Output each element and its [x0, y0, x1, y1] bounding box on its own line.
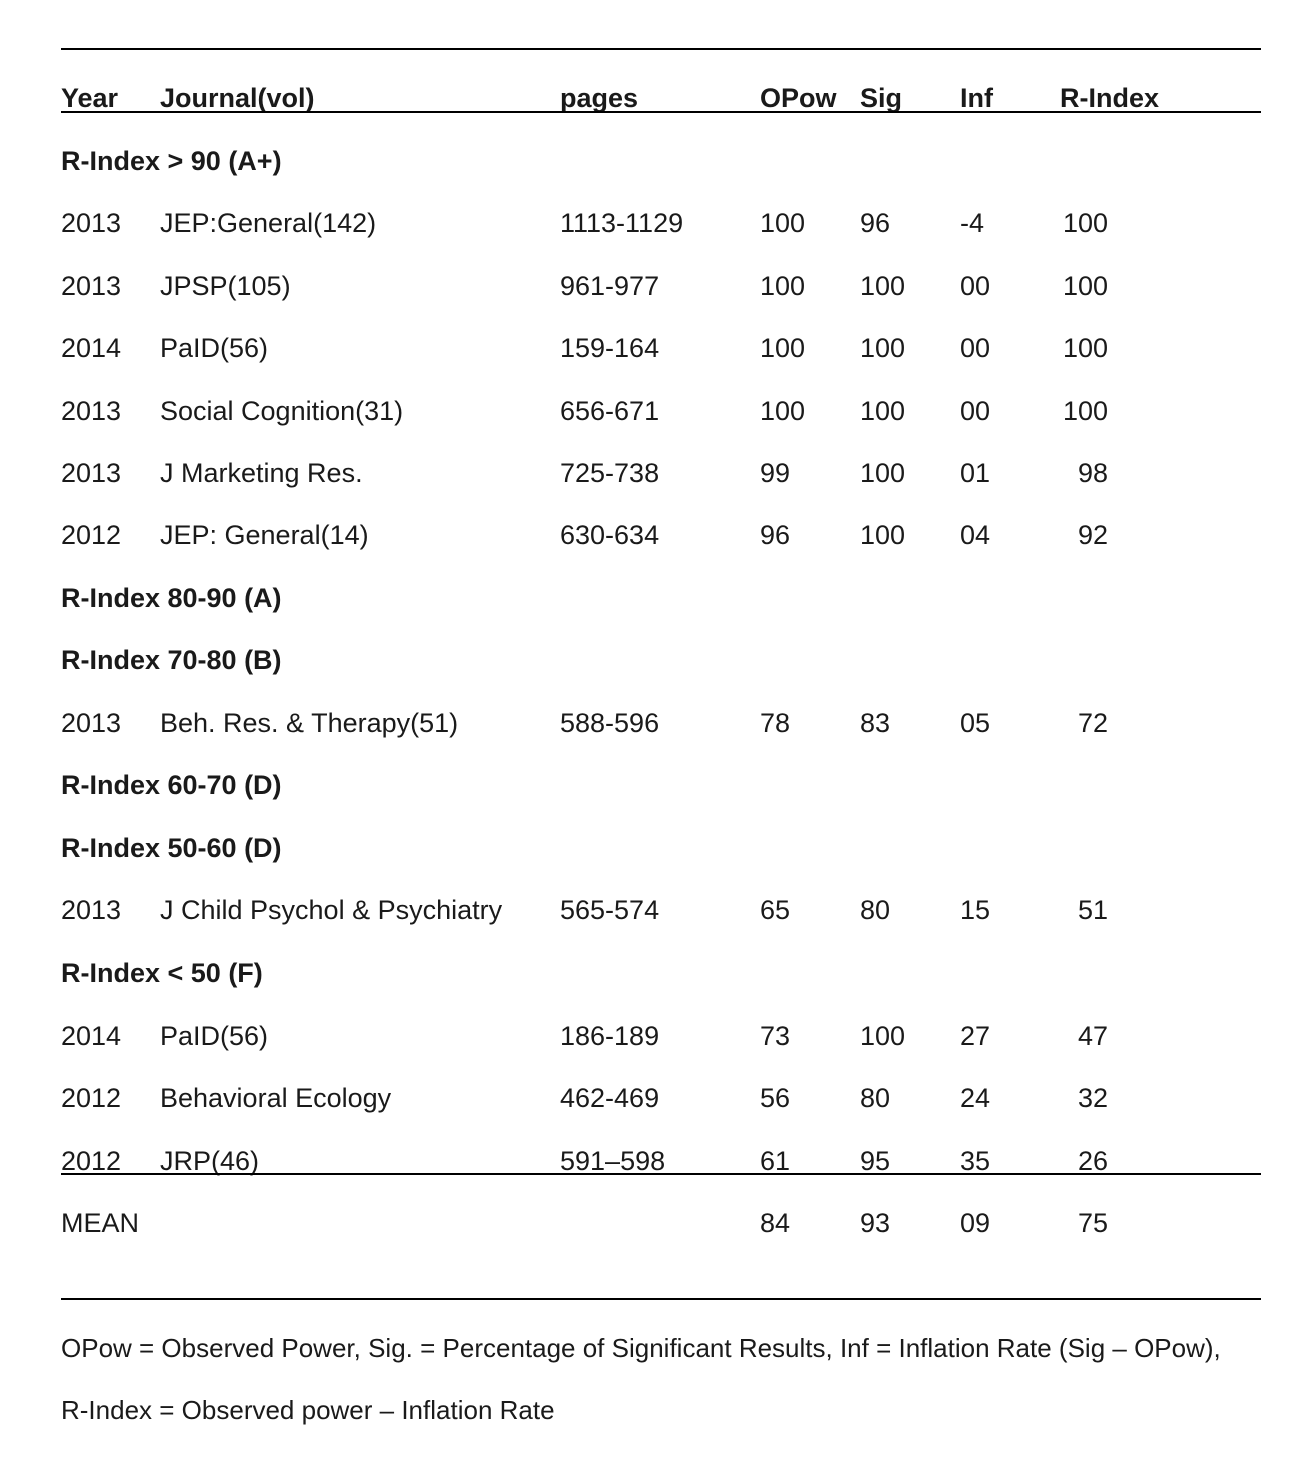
cell-pages: 725-738	[560, 458, 660, 488]
cell-year: 2013	[61, 271, 122, 301]
cell-inf: 00	[960, 333, 991, 363]
cell-year: 2014	[61, 1021, 122, 1051]
cell-opow: 100	[760, 396, 806, 426]
header-journal: Journal(vol)	[160, 83, 315, 113]
table-row	[0, 1016, 1301, 1056]
cell-journal: Behavioral Ecology	[160, 1083, 392, 1113]
table-row	[0, 391, 1301, 431]
cell-journal: JEP:General(142)	[160, 208, 377, 238]
cell-opow: 100	[760, 271, 806, 301]
cell-opow: 96	[760, 520, 791, 550]
table-row	[0, 703, 1301, 743]
cell-rindex: 32	[1077, 1083, 1108, 1113]
cell-inf: 05	[960, 708, 991, 738]
cell-pages: 656-671	[560, 396, 660, 426]
group-heading-f: R-Index < 50 (F)	[61, 958, 263, 988]
cell-rindex: 92	[1077, 520, 1108, 550]
cell-year: 2012	[61, 1083, 122, 1113]
cell-sig: 95	[860, 1146, 891, 1176]
table-note-line-1: OPow = Observed Power, Sig. = Percentage of Significant Results, Inf = Inflation Rate (Sig – OPow),	[61, 1333, 1221, 1363]
cell-year: 2012	[61, 520, 122, 550]
cell-opow: 56	[760, 1083, 791, 1113]
cell-journal: JPSP(105)	[160, 271, 291, 301]
group-heading-a: R-Index 80-90 (A)	[61, 583, 282, 613]
cell-pages: 186-189	[560, 1021, 660, 1051]
cell-rindex: 98	[1077, 458, 1108, 488]
cell-journal: J Marketing Res.	[160, 458, 363, 488]
table-note-line-2: R-Index = Observed power – Inflation Rate	[61, 1395, 555, 1425]
cell-sig: 96	[860, 208, 891, 238]
cell-opow: 99	[760, 458, 791, 488]
cell-year: 2013	[61, 708, 122, 738]
cell-sig: 100	[860, 1021, 906, 1051]
cell-rindex: 47	[1077, 1021, 1108, 1051]
cell-rindex: 100	[1062, 271, 1108, 301]
cell-journal: PaID(56)	[160, 333, 269, 363]
cell-pages: 565-574	[560, 895, 660, 925]
table-row	[0, 890, 1301, 930]
bottom-rule	[61, 1298, 1261, 1300]
group-heading-b: R-Index 70-80 (B)	[61, 645, 282, 675]
mean-sig: 93	[860, 1208, 891, 1238]
cell-inf: 04	[960, 520, 991, 550]
cell-sig: 100	[860, 271, 906, 301]
cell-sig: 80	[860, 1083, 891, 1113]
header-year: Year	[61, 83, 119, 113]
header-rindex: R-Index	[1060, 83, 1160, 113]
cell-inf: 27	[960, 1021, 991, 1051]
table-row	[0, 266, 1301, 306]
cell-journal: Social Cognition(31)	[160, 396, 404, 426]
table-row	[0, 1078, 1301, 1118]
cell-rindex: 100	[1062, 208, 1108, 238]
group-heading-d-60-70: R-Index 60-70 (D)	[61, 770, 282, 800]
mean-opow: 84	[760, 1208, 791, 1238]
top-rule	[61, 48, 1261, 50]
cell-sig: 100	[860, 396, 906, 426]
header-opow: OPow	[760, 83, 837, 113]
cell-journal: JEP: General(14)	[160, 520, 369, 550]
cell-rindex: 51	[1077, 895, 1108, 925]
cell-inf: 01	[960, 458, 991, 488]
cell-sig: 100	[860, 458, 906, 488]
cell-opow: 73	[760, 1021, 791, 1051]
cell-opow: 78	[760, 708, 791, 738]
cell-rindex: 26	[1077, 1146, 1108, 1176]
cell-inf: 35	[960, 1146, 991, 1176]
cell-rindex: 72	[1077, 708, 1108, 738]
table-row	[0, 1141, 1301, 1181]
header-sig: Sig	[860, 83, 903, 113]
cell-year: 2014	[61, 333, 122, 363]
header-inf: Inf	[960, 83, 993, 113]
cell-year: 2013	[61, 208, 122, 238]
cell-year: 2013	[61, 396, 122, 426]
cell-inf: 24	[960, 1083, 991, 1113]
cell-pages: 588-596	[560, 708, 660, 738]
table-row	[0, 328, 1301, 368]
cell-year: 2013	[61, 458, 122, 488]
group-heading-a-plus: R-Index > 90 (A+)	[61, 146, 282, 176]
cell-journal: J Child Psychol & Psychiatry	[160, 895, 503, 925]
cell-inf: 00	[960, 396, 991, 426]
cell-opow: 65	[760, 895, 791, 925]
group-heading-d-50-60: R-Index 50-60 (D)	[61, 833, 282, 863]
cell-journal: JRP(46)	[160, 1146, 260, 1176]
cell-pages: 462-469	[560, 1083, 660, 1113]
cell-opow: 100	[760, 333, 806, 363]
cell-year: 2013	[61, 895, 122, 925]
cell-pages: 591–598	[560, 1146, 666, 1176]
mean-inf: 09	[960, 1208, 991, 1238]
header-rule	[61, 111, 1261, 113]
table-row	[0, 453, 1301, 493]
cell-inf: 00	[960, 271, 991, 301]
cell-sig: 100	[860, 520, 906, 550]
mean-rindex: 75	[1077, 1208, 1108, 1238]
cell-year: 2012	[61, 1146, 122, 1176]
cell-opow: 61	[760, 1146, 791, 1176]
mean-label: MEAN	[61, 1208, 140, 1238]
cell-pages: 1113-1129	[560, 208, 684, 238]
cell-journal: Beh. Res. & Therapy(51)	[160, 708, 459, 738]
cell-sig: 100	[860, 333, 906, 363]
cell-pages: 630-634	[560, 520, 660, 550]
table-row	[0, 203, 1301, 243]
cell-pages: 159-164	[560, 333, 660, 363]
cell-inf: -4	[960, 208, 985, 238]
cell-sig: 83	[860, 708, 891, 738]
cell-opow: 100	[760, 208, 806, 238]
cell-rindex: 100	[1062, 333, 1108, 363]
cell-sig: 80	[860, 895, 891, 925]
cell-journal: PaID(56)	[160, 1021, 269, 1051]
cell-pages: 961-977	[560, 271, 660, 301]
table-row	[0, 515, 1301, 555]
mean-row	[0, 1203, 1301, 1243]
cell-inf: 15	[960, 895, 991, 925]
cell-rindex: 100	[1062, 396, 1108, 426]
mean-rule	[61, 1173, 1261, 1175]
header-pages: pages	[560, 83, 639, 113]
